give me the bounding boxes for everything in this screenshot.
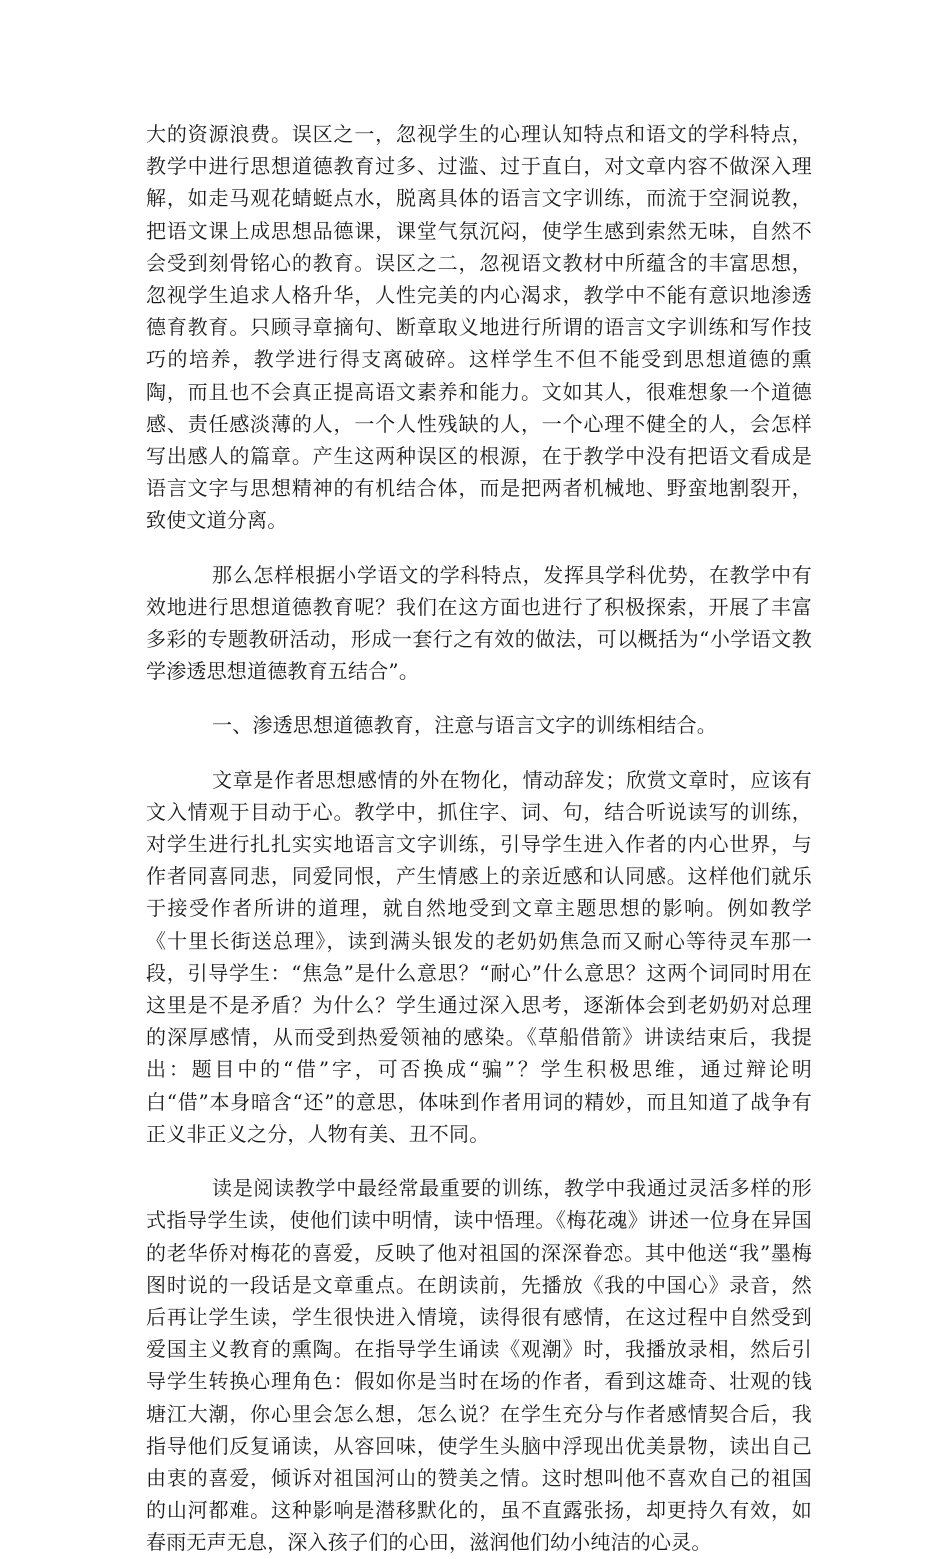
paragraph-language-training: 文章是作者思想感情的外在物化，情动辞发；欣赏文章时，应该有文入情观于目动于心。教学中，抓住字、词、句，结合听说读写的训练，对学生进行扎扎实实地语言文字训练，引导学生进入作者的内心世界，与作者同喜同悲，同爱同恨，产生情感上的亲近感和认同感。这样他们就乐于接受作者所讲的道理，就自然地受到文章主题思想的影响。例如教学《十里长街送总理》，读到满头银发的老奶奶焦急而又耐心等待灵车那一段，引导学生：“焦急”是什么意思？“耐心”什么意思？这两个词同时用在这里是不是矛盾？为什么？学生通过深入思考，逐渐体会到老奶奶对总理的深厚感情，从而受到热爱领袖的感染。《草船借箭》讲读结束后，我提出：题目中的“借”字，可否换成“骗”？学生积极思维，通过辩论明白“借”本身暗含“还”的意思，体味到作者用词的精妙，而且知道了战争有正义非正义之分，人物有美、丑不同。 [146, 767, 812, 1146]
paragraph-question: 那么怎样根据小学语文的学科特点，发挥具学科优势，在教学中有效地进行思想道德教育呢？我们在这方面也进行了积极探索，开展了丰富多彩的专题教研活动，形成一套行之有效的做法，可以概括为“小学语文教学渗透思想道德教育五结合”。 [146, 562, 812, 684]
document-page [146, 118, 812, 1559]
section-heading-one: 一、渗透思想道德教育，注意与语言文字的训练相结合。 [212, 713, 717, 738]
paragraph-misconceptions: 大的资源浪费。误区之一，忽视学生的心理认知特点和语文的学科特点，教学中进行思想道德教育过多、过滥、过于直白，对文章内容不做深入理解，如走马观花蜻蜓点水，脱离具体的语言文字训练，而流于空洞说教，把语文课上成思想品德课，课堂气氛沉闷，使学生感到索然无味，自然不会受到刻骨铭心的教育。误区之二，忽视语文教材中所蕴含的丰富思想，忽视学生追求人格升华，人性完美的内心渴求，教学中不能有意识地渗透德育教育。只顾寻章摘句、断章取义地进行所谓的语言文字训练和写作技巧的培养，教学进行得支离破碎。这样学生不但不能受到思想道德的熏陶，而且也不会真正提高语文素养和能力。文如其人，很难想象一个道德感、责任感淡薄的人，一个人性残缺的人，一个心理不健全的人，会怎样写出感人的篇章。产生这两种误区的根源，在于教学中没有把语文看成是语言文字与思想精神的有机结合体，而是把两者机械地、野蛮地割裂开，致使文道分离。 [146, 122, 812, 533]
paragraph-reading-training: 读是阅读教学中最经常最重要的训练，教学中我通过灵活多样的形式指导学生读，使他们读中明情，读中悟理。《梅花魂》讲述一位身在异国的老华侨对梅花的喜爱，反映了他对祖国的深深眷恋。其中他送“我”墨梅图时说的一段话是文章重点。在朗读前，先播放《我的中国心》录音，然后再让学生读，学生很快进入情境，读得很有感情，在这过程中自然受到爱国主义教育的熏陶。在指导学生诵读《观潮》时，我播放录相，然后引导学生转换心理角色：假如你是当时在场的作者，看到这雄奇、壮观的钱塘江大潮，你心里会怎么想，怎么说？在学生充分与作者感情契合后，我指导他们反复诵读，从容回味，使学生头脑中浮现出优美景物，读出自己由衷的喜爱，倾诉对祖国河山的赞美之情。这时想叫他不喜欢自己的祖国的山河都难。这种影响是潜移默化的，虽不直露张扬，却更持久有效，如春雨无声无息，深入孩子们的心田，滋润他们幼小纯洁的心灵。 [146, 1176, 812, 1555]
